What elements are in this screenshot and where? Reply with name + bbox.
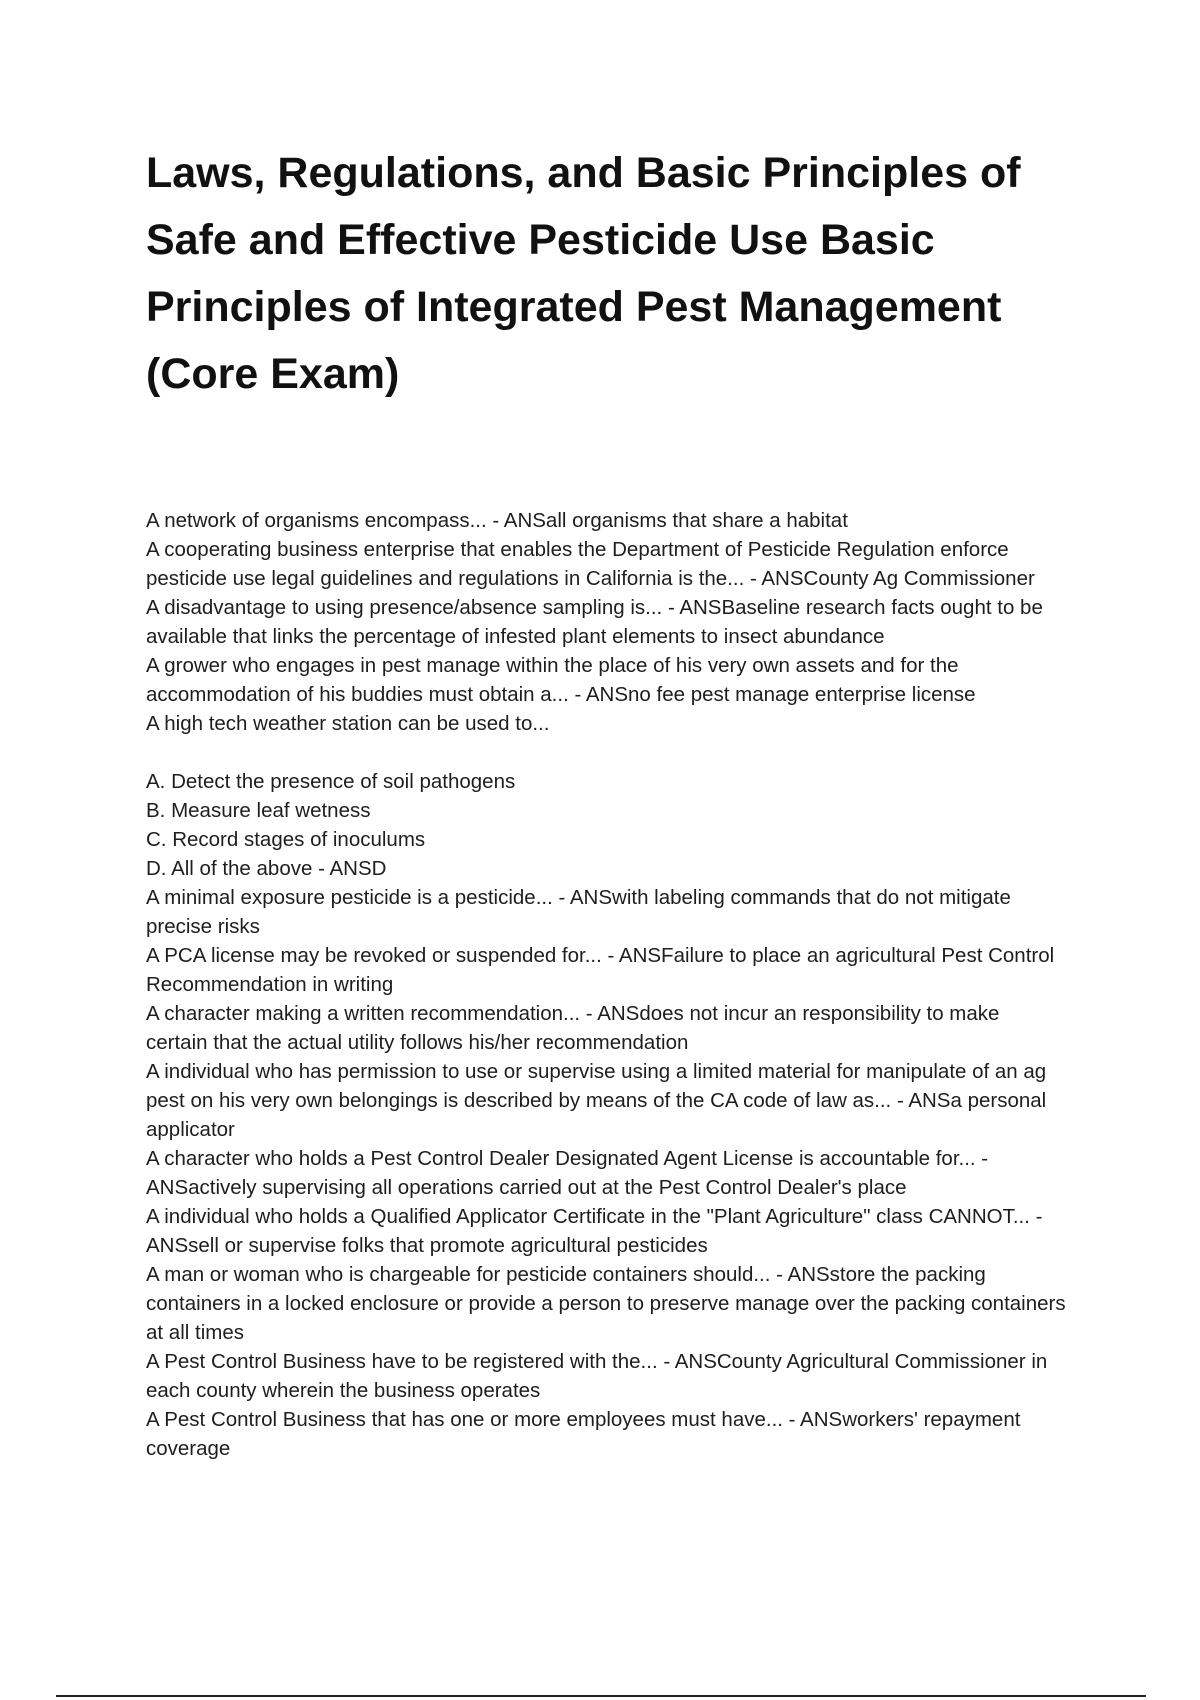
qa-line: A grower who engages in pest manage within the place of his very own assets and for the accommodation of his buddies must obtain a... - ANSno fee pest manage enterprise license [146,654,976,706]
document-body [146,506,1066,1463]
qa-line: A disadvantage to using presence/absence sampling is... - ANSBaseline research facts ought to be available that links the percentage of infested plant elements to insect abundance [146,596,1043,648]
qa-line: A individual who holds a Qualified Applicator Certificate in the "Plant Agriculture" class CANNOT... - ANSsell or supervise folks that promote agricultural pesticides [146,1205,1043,1257]
option-line: A. Detect the presence of soil pathogens [146,770,516,793]
qa-line: A character making a written recommendation... - ANSdoes not incur an responsibility to make certain that the actual utility follows his/her recommendation [146,1002,1000,1054]
option-line: B. Measure leaf wetness [146,799,371,822]
qa-line: A cooperating business enterprise that enables the Department of Pesticide Regulation enforce pesticide use legal guidelines and regulations in California is the... - ANSCounty Ag Commissioner [146,538,1035,590]
document-title: Laws, Regulations, and Basic Principles of Safe and Effective Pesticide Use Basic Principles of Integrated Pest Management (Core Exam) [146,149,1021,398]
qa-line: A Pest Control Business have to be registered with the... - ANSCounty Agricultural Commissioner in each county wherein the business operates [146,1350,1048,1402]
paragraph-gap [146,738,1066,767]
qa-line: A PCA license may be revoked or suspended for... - ANSFailure to place an agricultural Pest Control Recommendation in writing [146,944,1055,996]
option-line: C. Record stages of inoculums [146,828,426,851]
qa-line: A Pest Control Business that has one or more employees must have... - ANSworkers' repayment coverage [146,1408,1021,1460]
qa-line: A man or woman who is chargeable for pesticide containers should... - ANSstore the packing containers in a locked enclosure or provide a person to preserve manage over the packing containers at all times [146,1263,1066,1344]
page-bottom-rule [56,1695,1146,1697]
qa-line: A minimal exposure pesticide is a pesticide... - ANSwith labeling commands that do not mitigate precise risks [146,886,1011,938]
qa-line: A character who holds a Pest Control Dealer Designated Agent License is accountable for... - ANSactively supervising all operations carried out at the Pest Control Dealer's place [146,1147,989,1199]
qa-line: A individual who has permission to use or supervise using a limited material for manipulate of an ag pest on his very own belongings is described by means of the CA code of law as... - ANSa personal applicator [146,1060,1047,1141]
qa-line: A network of organisms encompass... - ANSall organisms that share a habitat [146,509,848,532]
option-line: D. All of the above - ANSD [146,857,387,880]
qa-line: A high tech weather station can be used to... [146,712,550,735]
